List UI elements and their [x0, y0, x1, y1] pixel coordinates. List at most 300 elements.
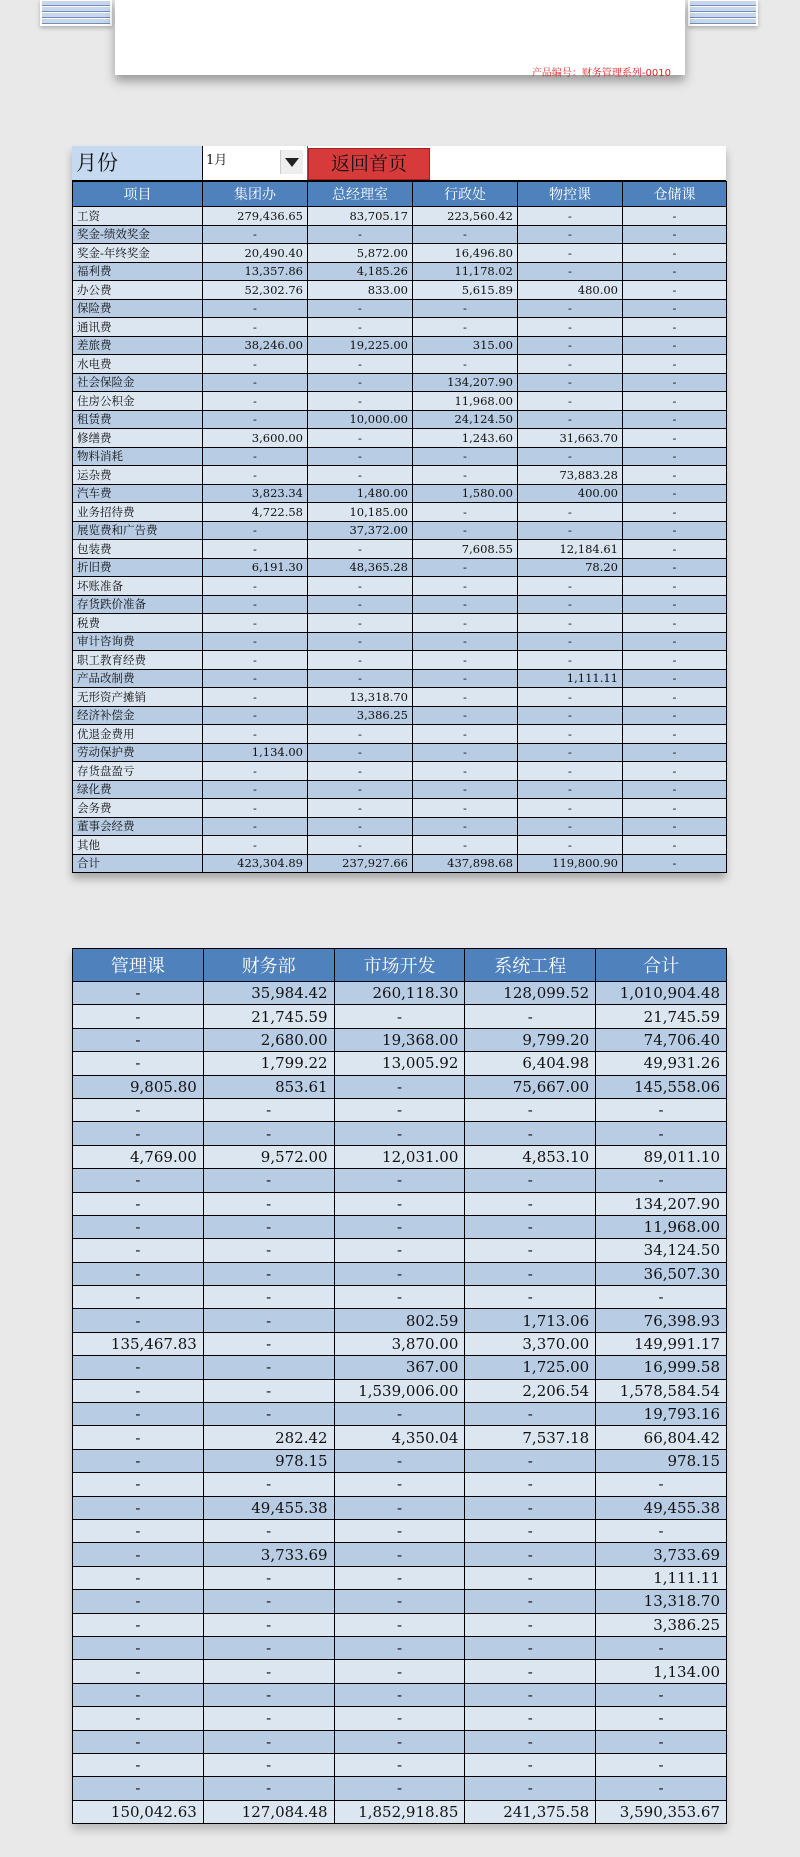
table-cell: - [203, 836, 308, 855]
table-cell: 279,436.65 [203, 207, 308, 226]
table-cell: 业务招待费 [73, 503, 203, 522]
table-cell: 7,537.18 [465, 1426, 596, 1449]
table-cell: - [73, 1215, 204, 1238]
table-cell: - [308, 318, 413, 337]
table-cell: - [73, 1660, 204, 1683]
table-row [73, 688, 727, 707]
table-cell: - [203, 1590, 334, 1613]
table-row [73, 854, 727, 873]
table-cell: - [623, 429, 727, 448]
table-cell: - [203, 1730, 334, 1753]
table-cell: - [623, 207, 727, 226]
table-cell: - [334, 1098, 465, 1121]
table-cell: 35,984.42 [203, 982, 334, 1005]
table-cell: - [203, 1519, 334, 1542]
table-cell: - [413, 577, 518, 596]
table-cell: 75,667.00 [465, 1075, 596, 1098]
table-cell: - [334, 1239, 465, 1262]
table-cell: - [334, 1473, 465, 1496]
expense-table-2 [72, 948, 727, 1824]
table-cell: - [623, 706, 727, 725]
table-cell: 1,111.11 [518, 669, 623, 688]
table-row [73, 1496, 727, 1519]
table-cell: - [413, 225, 518, 244]
table-cell: - [413, 632, 518, 651]
table-cell: - [465, 1005, 596, 1028]
table-cell: - [623, 318, 727, 337]
table-cell: - [518, 688, 623, 707]
table-cell: - [73, 1566, 204, 1589]
table-cell: 福利费 [73, 262, 203, 281]
table-cell: 4,185.26 [308, 262, 413, 281]
table-cell: - [413, 743, 518, 762]
table-cell: 24,124.50 [413, 410, 518, 429]
table-row [73, 1636, 727, 1659]
table-cell: - [334, 1636, 465, 1659]
table-cell: - [465, 1566, 596, 1589]
table-cell: - [596, 1707, 727, 1730]
table-cell: - [334, 1286, 465, 1309]
table-cell: - [623, 392, 727, 411]
table-cell: 1,243.60 [413, 429, 518, 448]
table-cell: - [73, 1707, 204, 1730]
table-cell: - [465, 1683, 596, 1706]
table-row [73, 429, 727, 448]
table-cell: - [334, 1496, 465, 1519]
table-row [73, 1215, 727, 1238]
table-cell: - [413, 558, 518, 577]
table-cell: 存货跌价准备 [73, 595, 203, 614]
table-cell: 展览费和广告费 [73, 521, 203, 540]
table-cell: - [518, 299, 623, 318]
table-cell: - [203, 373, 308, 392]
table-row [73, 521, 727, 540]
table-cell: - [308, 392, 413, 411]
table-cell: 150,042.63 [73, 1800, 204, 1823]
table-cell: - [73, 1403, 204, 1426]
table-cell: - [596, 1730, 727, 1753]
table-cell: 存货盘盈亏 [73, 762, 203, 781]
table-cell: 34,124.50 [596, 1239, 727, 1262]
table-row [73, 392, 727, 411]
table-cell: 9,572.00 [203, 1145, 334, 1168]
table-cell: - [518, 225, 623, 244]
table-cell: - [623, 651, 727, 670]
table-cell: 38,246.00 [203, 336, 308, 355]
table-cell: - [203, 1707, 334, 1730]
table-cell: - [308, 669, 413, 688]
table-cell: 1,580.00 [413, 484, 518, 503]
table-cell: - [413, 503, 518, 522]
table-cell: - [465, 1122, 596, 1145]
table-cell: - [518, 595, 623, 614]
table-cell: - [623, 355, 727, 374]
table-cell: - [308, 614, 413, 633]
table-cell: 工资 [73, 207, 203, 226]
table-cell: - [203, 299, 308, 318]
table-cell: - [465, 1730, 596, 1753]
table-cell: 73,883.28 [518, 466, 623, 485]
table-cell: - [465, 1449, 596, 1472]
table-cell: 通讯费 [73, 318, 203, 337]
table-cell: 3,370.00 [465, 1332, 596, 1355]
table-cell: - [203, 799, 308, 818]
table-cell: 奖金-年终奖金 [73, 244, 203, 263]
product-card [115, 0, 685, 79]
table-cell: - [308, 799, 413, 818]
table-cell: - [308, 466, 413, 485]
table-cell: - [203, 1239, 334, 1262]
table-cell: 423,304.89 [203, 854, 308, 873]
table-row [73, 762, 727, 781]
table-cell: - [623, 743, 727, 762]
table-cell: - [518, 392, 623, 411]
table-cell: - [203, 540, 308, 559]
table-row [73, 1590, 727, 1613]
table-cell: - [203, 1660, 334, 1683]
table-cell: - [465, 1262, 596, 1285]
table-cell: - [203, 355, 308, 374]
return-home-button[interactable]: 返回首页 [308, 148, 430, 180]
table-row [73, 1683, 727, 1706]
expense-sheet-part1 [72, 146, 726, 873]
table-cell: - [203, 1356, 334, 1379]
table-cell: - [623, 503, 727, 522]
table-cell: - [596, 1473, 727, 1496]
table-cell: 住房公积金 [73, 392, 203, 411]
table-cell: 21,745.59 [203, 1005, 334, 1028]
table-cell: 保险费 [73, 299, 203, 318]
table-cell: 49,931.26 [596, 1052, 727, 1075]
month-select[interactable] [203, 146, 308, 180]
table-cell: - [203, 632, 308, 651]
table-cell: 1,799.22 [203, 1052, 334, 1075]
table-cell: - [465, 1707, 596, 1730]
column-header: 项目 [73, 182, 203, 207]
table-cell: - [73, 1426, 204, 1449]
table-cell: - [203, 1332, 334, 1355]
table-cell: 折旧费 [73, 558, 203, 577]
table-cell: - [203, 1192, 334, 1215]
table-cell: - [73, 1777, 204, 1800]
table-cell: - [413, 318, 518, 337]
table-cell: - [308, 595, 413, 614]
table-cell: 优退金费用 [73, 725, 203, 744]
table-cell: 3,386.25 [596, 1613, 727, 1636]
table-cell: - [73, 1496, 204, 1519]
table-cell: - [465, 1636, 596, 1659]
table-cell: - [203, 817, 308, 836]
table-cell: 3,590,353.67 [596, 1800, 727, 1823]
table-cell: - [73, 1309, 204, 1332]
table-cell: - [308, 373, 413, 392]
table-cell: 13,318.70 [596, 1590, 727, 1613]
table-cell: - [413, 799, 518, 818]
table-cell: - [596, 1519, 727, 1542]
table-cell: - [334, 1753, 465, 1776]
table-cell: - [623, 595, 727, 614]
table-cell: - [334, 1660, 465, 1683]
table-row [73, 1239, 727, 1262]
table-cell: - [465, 1098, 596, 1121]
table-cell: - [413, 725, 518, 744]
table-cell: - [203, 688, 308, 707]
table-cell: - [623, 688, 727, 707]
table-cell: - [203, 1683, 334, 1706]
table-cell: 89,011.10 [596, 1145, 727, 1168]
table-cell: - [623, 669, 727, 688]
table-row [73, 614, 727, 633]
table-cell: - [596, 1777, 727, 1800]
table-cell: - [413, 466, 518, 485]
table-row [73, 1005, 727, 1028]
table-cell: 2,206.54 [465, 1379, 596, 1402]
table-cell: - [73, 1449, 204, 1472]
table-row [73, 1052, 727, 1075]
table-row [73, 1613, 727, 1636]
table-row [73, 1028, 727, 1051]
table-row [73, 1403, 727, 1426]
month-value: 1月 [206, 153, 228, 168]
table-cell: - [623, 577, 727, 596]
table-row [73, 1098, 727, 1121]
table-cell: 1,725.00 [465, 1356, 596, 1379]
table-cell: - [203, 614, 308, 633]
table-cell: - [623, 466, 727, 485]
table-row [73, 1707, 727, 1730]
right-page-thumbnail [688, 0, 758, 26]
table-cell: - [623, 281, 727, 300]
table-cell: 差旅费 [73, 336, 203, 355]
table-cell: 3,386.25 [308, 706, 413, 725]
table-cell: - [623, 521, 727, 540]
table-row [73, 318, 727, 337]
table-cell: 租赁费 [73, 410, 203, 429]
table-cell: 16,999.58 [596, 1356, 727, 1379]
table-cell: - [73, 1052, 204, 1075]
table-row [73, 780, 727, 799]
table-cell: - [308, 355, 413, 374]
table-cell: - [334, 1215, 465, 1238]
table-cell: - [203, 1098, 334, 1121]
table-cell: - [203, 669, 308, 688]
table-row [73, 595, 727, 614]
table-row [73, 1730, 727, 1753]
table-cell: - [518, 743, 623, 762]
table-cell: - [596, 1169, 727, 1192]
table-cell: - [623, 484, 727, 503]
table-row [73, 817, 727, 836]
table-cell: 978.15 [203, 1449, 334, 1472]
table-cell: - [203, 1215, 334, 1238]
table-cell: - [308, 429, 413, 448]
table-cell: 坏账准备 [73, 577, 203, 596]
table-cell: - [413, 688, 518, 707]
table-cell: - [465, 1496, 596, 1519]
table-row [73, 410, 727, 429]
table-cell: 运杂费 [73, 466, 203, 485]
table-cell: - [203, 1566, 334, 1589]
table-cell: - [203, 780, 308, 799]
table-cell: - [334, 1075, 465, 1098]
table-cell: 1,134.00 [203, 743, 308, 762]
table-cell: - [73, 1098, 204, 1121]
table-cell: - [334, 1122, 465, 1145]
table-row [73, 466, 727, 485]
table-cell: 52,302.76 [203, 281, 308, 300]
table-cell: - [203, 1262, 334, 1285]
table-cell: 16,496.80 [413, 244, 518, 263]
table-cell: - [308, 447, 413, 466]
table-cell: 19,368.00 [334, 1028, 465, 1051]
table-cell: - [203, 1169, 334, 1192]
table-cell: - [203, 1379, 334, 1402]
table-row [73, 1332, 727, 1355]
chevron-down-icon[interactable] [280, 150, 303, 174]
column-header: 市场开发 [334, 949, 465, 982]
table-cell: - [334, 1519, 465, 1542]
table-cell: - [308, 299, 413, 318]
table-cell: - [308, 836, 413, 855]
table-cell: - [73, 1239, 204, 1262]
table-cell: 劳动保护费 [73, 743, 203, 762]
table-cell: - [334, 1613, 465, 1636]
table-row [73, 1543, 727, 1566]
table-cell: 4,853.10 [465, 1145, 596, 1168]
table-cell: - [623, 836, 727, 855]
table-cell: - [308, 540, 413, 559]
table-cell: - [334, 1192, 465, 1215]
table-cell: - [203, 577, 308, 596]
table-cell: 4,769.00 [73, 1145, 204, 1168]
table-row [73, 355, 727, 374]
column-header: 总经理室 [308, 182, 413, 207]
table-cell: 职工教育经费 [73, 651, 203, 670]
table-cell: - [334, 1777, 465, 1800]
table-cell: - [334, 1683, 465, 1706]
table-cell: - [596, 1098, 727, 1121]
table-row [73, 447, 727, 466]
table-row [73, 503, 727, 522]
table-row [73, 1800, 727, 1823]
table-cell: 9,799.20 [465, 1028, 596, 1051]
table-cell: 480.00 [518, 281, 623, 300]
table-cell: 10,185.00 [308, 503, 413, 522]
table-cell: 74,706.40 [596, 1028, 727, 1051]
table-cell: - [73, 1543, 204, 1566]
table-cell: - [518, 244, 623, 263]
table-cell: 会务费 [73, 799, 203, 818]
table-row [73, 1753, 727, 1776]
table-cell: - [623, 336, 727, 355]
table-row [73, 1356, 727, 1379]
table-cell: 1,539,006.00 [334, 1379, 465, 1402]
table-cell: - [308, 577, 413, 596]
table-cell: 3,870.00 [334, 1332, 465, 1355]
column-header: 物控课 [518, 182, 623, 207]
table-cell: - [308, 817, 413, 836]
table-cell: 12,184.61 [518, 540, 623, 559]
table-row [73, 1660, 727, 1683]
table1-header [73, 182, 727, 207]
table-cell: - [334, 1730, 465, 1753]
table-row [73, 225, 727, 244]
table-cell: - [518, 336, 623, 355]
table-cell: - [73, 1636, 204, 1659]
table-cell: - [518, 632, 623, 651]
table-cell: - [203, 706, 308, 725]
table-cell: 367.00 [334, 1356, 465, 1379]
table-cell: - [334, 1543, 465, 1566]
table-row [73, 558, 727, 577]
table-cell: 6,191.30 [203, 558, 308, 577]
table-cell: 1,010,904.48 [596, 982, 727, 1005]
table-cell: 其他 [73, 836, 203, 855]
table-cell: - [623, 725, 727, 744]
table-cell: - [465, 1543, 596, 1566]
table2-header [73, 949, 727, 982]
table-row [73, 706, 727, 725]
table-cell: - [413, 780, 518, 799]
table-cell: 21,745.59 [596, 1005, 727, 1028]
table-cell: - [73, 1519, 204, 1542]
table-cell: - [73, 1169, 204, 1192]
table-cell: 奖金-绩效奖金 [73, 225, 203, 244]
table-cell: - [623, 762, 727, 781]
table-cell: - [308, 762, 413, 781]
table-cell: 7,608.55 [413, 540, 518, 559]
table-cell: - [465, 1403, 596, 1426]
table-cell: - [413, 651, 518, 670]
table-cell: - [413, 706, 518, 725]
table-cell: - [73, 1262, 204, 1285]
table-cell: - [413, 817, 518, 836]
table-cell: 水电费 [73, 355, 203, 374]
table-row [73, 836, 727, 855]
table-cell: - [413, 299, 518, 318]
table-row [73, 1169, 727, 1192]
table-cell: 134,207.90 [596, 1192, 727, 1215]
table-cell: - [203, 595, 308, 614]
table-cell: - [334, 1169, 465, 1192]
table-cell: - [203, 1403, 334, 1426]
table-cell: 1,578,584.54 [596, 1379, 727, 1402]
table-cell: 1,713.06 [465, 1309, 596, 1332]
table-cell: - [413, 836, 518, 855]
table-cell: 260,118.30 [334, 982, 465, 1005]
table-cell: - [203, 1122, 334, 1145]
table-cell: - [518, 651, 623, 670]
table-cell: - [203, 1309, 334, 1332]
table-row [73, 982, 727, 1005]
table-cell: - [413, 447, 518, 466]
table-row [73, 336, 727, 355]
expense-sheet-part2 [72, 948, 727, 1824]
table-row [73, 373, 727, 392]
table-row [73, 1379, 727, 1402]
table-cell: - [73, 1356, 204, 1379]
table-cell: 49,455.38 [203, 1496, 334, 1519]
table-cell: - [518, 780, 623, 799]
table-cell: - [203, 521, 308, 540]
table-cell: - [623, 799, 727, 818]
table-cell: 48,365.28 [308, 558, 413, 577]
table-cell: 13,005.92 [334, 1052, 465, 1075]
table-cell: 128,099.52 [465, 982, 596, 1005]
table-cell: 223,560.42 [413, 207, 518, 226]
table-cell: - [518, 725, 623, 744]
table-cell: - [518, 373, 623, 392]
